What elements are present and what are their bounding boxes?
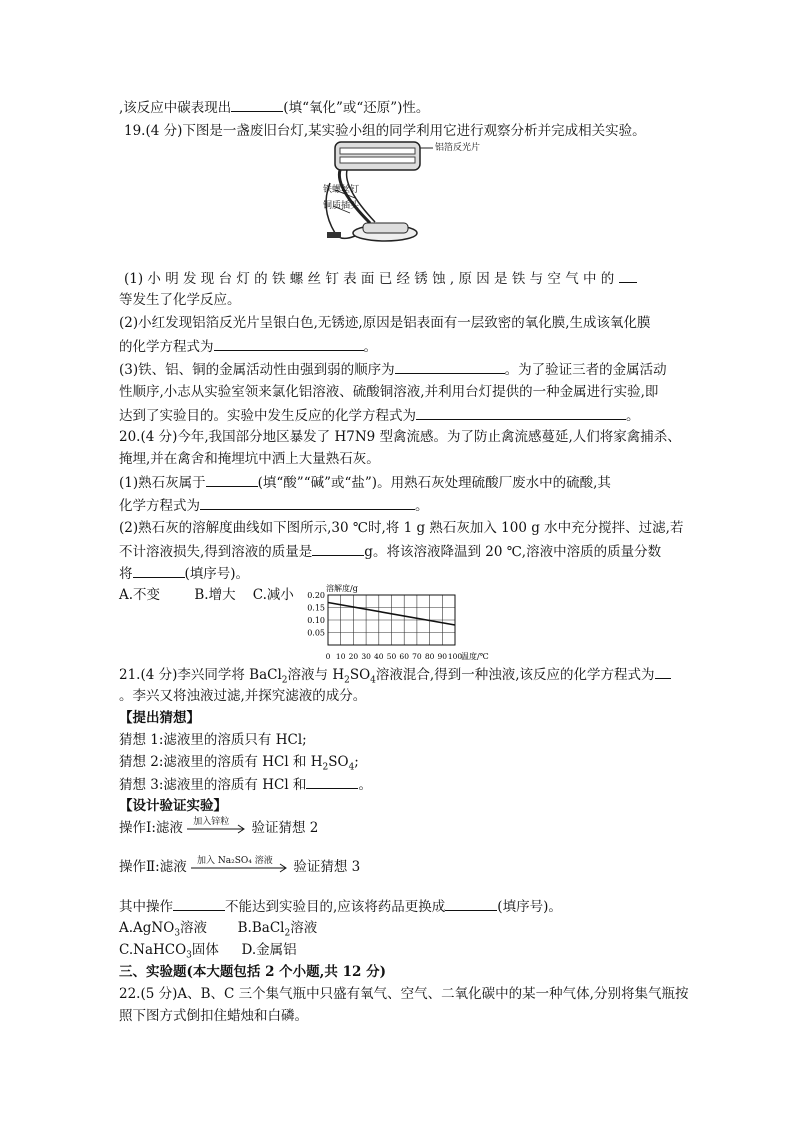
text: (3)铁、铝、铜的金属活动性由强到弱的顺序为 — [119, 362, 395, 378]
text: 。 — [363, 339, 377, 355]
text: (填“氧化”或“还原”)性。 — [283, 100, 430, 116]
x-tick-label: 70 — [412, 652, 422, 661]
y-axis-label: 溶解度/g — [326, 584, 358, 593]
answer-blank — [200, 495, 415, 510]
x-tick-label: 80 — [424, 652, 435, 661]
subscript: 3 — [186, 950, 192, 961]
question-22: 22.(5 分)A、B、C 三个集气瓶中只盛有氧气、空气、二氧化碳中的某一种气体,分别将集气瓶按 — [119, 986, 689, 1002]
desk-lamp-figure — [315, 138, 500, 250]
text: 溶液 — [180, 920, 208, 936]
text-line — [119, 495, 429, 516]
text: 操作Ⅱ:滤液 — [119, 859, 187, 875]
text: 不计溶液损失,得到溶液的质量是 — [119, 544, 313, 560]
operation-2 — [119, 857, 360, 877]
text: 验证猜想 3 — [293, 859, 361, 875]
label-screw: 铁螺丝钉 — [323, 185, 360, 195]
text: ; — [354, 754, 359, 770]
text-line — [119, 405, 640, 426]
text: 。为了验证三者的金属活动 — [504, 362, 667, 378]
answer-blank — [214, 336, 364, 351]
text-line: 。李兴又将浊液过滤,并探究滤液的成分。 — [119, 688, 367, 704]
q19-part2: (2)小红发现铝箔反光片呈银白色,无锈迹,原因是铝表面有一层致密的氧化膜,生成该氧化膜 — [119, 315, 651, 331]
subscript: 2 — [344, 675, 350, 686]
answer-blank — [312, 541, 364, 556]
option-d: D.金属铝 — [241, 942, 297, 958]
label-foil: 铝箔反光片 — [435, 143, 481, 153]
text: 猜想 3:滤液里的溶质有 HCl 和 — [119, 777, 307, 793]
answer-blank — [231, 97, 283, 112]
text-line — [119, 336, 377, 357]
subscript: 3 — [174, 928, 181, 939]
option-b: B.BaCl — [237, 920, 285, 936]
text: g。将该溶液降温到 20 ℃,溶液中溶质的质量分数 — [364, 544, 662, 560]
answer-blank — [133, 563, 185, 578]
x-tick-label: 100 — [447, 652, 463, 661]
x-tick-label: 10 — [335, 652, 346, 661]
arrow-icon — [191, 861, 289, 875]
text: 将 — [119, 566, 133, 582]
x-tick-label: 90 — [437, 652, 448, 661]
q20-part1 — [119, 472, 611, 493]
y-tick-label: 0.15 — [307, 603, 325, 613]
text-line — [119, 563, 249, 584]
x-tick-label: 30 — [361, 652, 371, 661]
arrow-label: 加入 Na₂SO₄ 溶液 — [197, 855, 273, 866]
subscript: 2 — [281, 675, 288, 686]
arrow-label: 加入锌粒 — [193, 816, 230, 827]
guess-3 — [119, 774, 372, 795]
text: ,该反应中碳表现出 — [119, 100, 232, 116]
text-line: 等发生了化学反应。 — [119, 292, 241, 308]
question-20: 20.(4 分)今年,我国部分地区暴发了 H7N9 型禽流感。为了防止禽流感蔓延,人们将家禽捕杀、 — [119, 429, 681, 445]
answer-blank — [306, 774, 358, 789]
q20-part2: (2)熟石灰的溶解度曲线如下图所示,30 ℃时,将 1 g 熟石灰加入 100 g 水中充分搅拌、过滤,若 — [119, 520, 684, 536]
heading-guess: 【提出猜想】 — [119, 710, 200, 726]
option-a: A.AgNO — [119, 920, 175, 936]
section-3-heading: 三、实验题(本大题包括 2 个小题,共 12 分) — [119, 964, 386, 980]
text: SO — [349, 667, 371, 683]
answer-blank — [395, 359, 505, 374]
guess-1: 猜想 1:滤液里的溶质只有 HCl; — [119, 732, 307, 748]
y-tick-label: 0.10 — [307, 616, 325, 625]
text: 操作Ⅰ:滤液 — [119, 820, 183, 836]
text-line: 掩埋,并在禽舍和掩埋坑中洒上大量熟石灰。 — [119, 451, 380, 467]
text: (1)熟石灰属于 — [119, 475, 206, 491]
x-tick-label: 0 — [325, 652, 331, 661]
text: 的化学方程式为 — [119, 339, 214, 355]
x-axis-label: 温度/℃ — [461, 652, 489, 661]
q19-part3 — [119, 359, 667, 380]
subscript: 4 — [348, 762, 355, 773]
label-plug: 铜质插头 — [323, 201, 360, 211]
chart-svg — [290, 583, 505, 673]
text: 溶液 — [290, 920, 318, 936]
answer-blank — [206, 472, 258, 487]
question-19: 19.(4 分)下图是一盏废旧台灯,某实验小组的同学利用它进行观察分析并完成相关实验。 — [124, 123, 646, 139]
arrow-icon — [187, 822, 247, 836]
subscript: 2 — [322, 762, 329, 773]
heading-design: 【设计验证实验】 — [119, 798, 227, 814]
answer-blank — [655, 664, 671, 679]
operation-1 — [119, 818, 318, 838]
text: 不能达到实验目的,应该将药品更换成 — [225, 899, 446, 915]
text-line — [119, 97, 429, 118]
text: 化学方程式为 — [119, 498, 200, 514]
text: (填序号)。 — [497, 899, 562, 915]
y-tick-label: 0.05 — [307, 628, 325, 638]
text: 达到了实验目的。实验中发生反应的化学方程式为 — [119, 408, 416, 424]
answer-blank — [173, 896, 225, 911]
text-line — [119, 896, 562, 917]
text: 。 — [626, 408, 640, 424]
text-line: 性顺序,小志从实验室领来氯化铝溶液、硫酸铜溶液,并利用台灯提供的一种金属进行实验,即 — [119, 384, 659, 400]
reaction-arrow — [187, 816, 247, 836]
x-tick-label: 50 — [386, 652, 397, 661]
text: (填序号)。 — [184, 566, 250, 582]
solubility-chart — [290, 583, 505, 673]
text: 其中操作 — [119, 899, 173, 915]
subscript: 4 — [370, 675, 376, 686]
text: 固体 — [191, 942, 219, 958]
text: SO — [328, 754, 349, 770]
text: 猜想 2:滤液里的溶质有 HCl 和 H — [119, 754, 323, 770]
q19-part1 — [124, 268, 637, 289]
y-tick-label: 0.20 — [307, 591, 325, 600]
text: 溶液混合,得到一种浊液,该反应的化学方程式为 — [375, 667, 655, 683]
reaction-arrow — [191, 855, 289, 875]
text: 。 — [415, 498, 429, 514]
text: 21.(4 分)李兴同学将 BaCl — [119, 667, 282, 683]
option-c: C.NaHCO — [119, 942, 187, 958]
answer-blank — [445, 896, 497, 911]
answer-blank — [619, 268, 637, 283]
text: 溶液与 H — [287, 667, 345, 683]
text: 。 — [358, 777, 372, 793]
x-tick-label: 40 — [374, 652, 384, 661]
text: (填“酸”“碱”或“盐”)。用熟石灰处理硫酸厂废水中的硫酸,其 — [257, 475, 611, 491]
subscript: 2 — [284, 928, 291, 939]
x-tick-label: 20 — [348, 652, 359, 661]
text: (1) 小 明 发 现 台 灯 的 铁 螺 丝 钉 表 面 已 经 锈 蚀 , 原 因 是 铁 与 空 气 中 的 — [124, 271, 615, 287]
text-line — [119, 541, 661, 562]
answer-blank — [416, 405, 626, 420]
text: 验证猜想 2 — [251, 820, 319, 836]
x-tick-label: 60 — [399, 652, 409, 661]
q20-options: A.不变 B.增大 C.减小 — [119, 587, 294, 603]
text-line: 照下图方式倒扣住蜡烛和白磷。 — [119, 1008, 308, 1024]
